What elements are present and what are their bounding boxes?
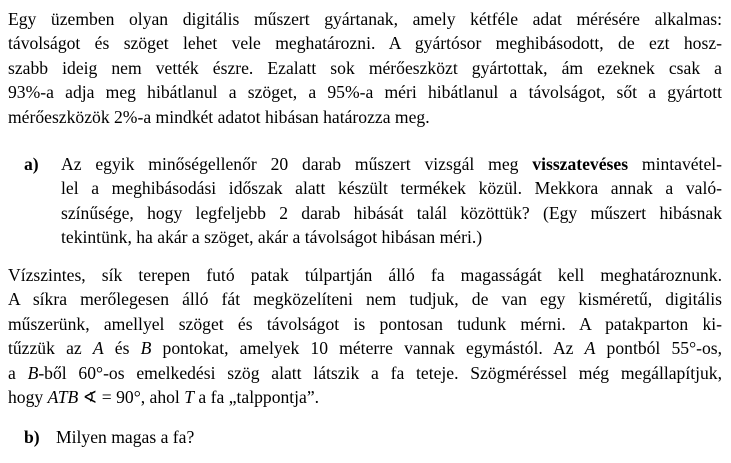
point-t: T — [184, 387, 195, 408]
angle-symbol: ∢ — [78, 387, 102, 408]
text-run: és — [103, 338, 141, 359]
text-run: hogy — [8, 387, 48, 408]
tree-line — [8, 361, 722, 385]
intro-line: szabb ideig nem vették észre. Ezalatt sok mérőeszközt gyártottak, ám ezeknek csak a — [8, 57, 722, 78]
question-b — [24, 425, 194, 449]
intro-line: mérőeszközök 2%-a mindkét adatot hibásan határozza meg. — [8, 106, 430, 127]
question-a-line: lel a meghibásodási időszak alatt készült termékek közül. Mekkora annak a való- — [61, 178, 722, 199]
emphasis-visszateveses: visszatevéses — [532, 154, 629, 174]
question-a-label: a) — [24, 154, 39, 174]
question-a-line — [61, 152, 722, 176]
tree-problem-paragraph — [8, 263, 722, 409]
text-run: pontokat, amelyek 10 méterre vannak egymástól. Az — [151, 338, 585, 359]
question-b-text: Milyen magas a fa? — [56, 427, 195, 447]
text-run: -ből 60°-os emelkedési szög alatt látszik a fa teteje. Szögméréssel még megállapítjuk, — [38, 362, 722, 383]
text-run: pontból 55°-os, — [595, 338, 723, 359]
intro-paragraph — [8, 7, 722, 129]
question-b-label: b) — [24, 427, 40, 447]
tree-line: műszerünk, amellyel szöget és távolságot is pontosan tudunk mérni. A patakparton ki- — [8, 313, 722, 334]
intro-line: Egy üzemben olyan digitális műszert gyártanak, amely kétféle adat mérésére alkalmas: — [8, 9, 722, 29]
tree-line — [8, 385, 722, 409]
question-a-line: színűsége, hogy legfeljebb 2 darab hibását talál közöttük? (Egy műszert hibásnak — [61, 202, 722, 223]
question-a-line: tekintünk, ha akár a szöget, akár a távolságot hibásan méri.) — [61, 227, 483, 248]
text-run: mintavétel- — [628, 154, 723, 174]
question-a-text — [61, 152, 722, 250]
intro-line: 93%-a adja meg hibátlanul a szöget, a 95%-a méri hibátlanul a távolságot, sőt a gyártott — [8, 82, 722, 103]
point-b: B — [27, 362, 39, 383]
text-run: Az egyik minőségellenőr 20 darab műszert vizsgál meg — [61, 154, 533, 174]
angle-value: = 90° — [101, 387, 141, 408]
tree-line — [8, 336, 722, 360]
text-run: , ahol — [140, 387, 185, 408]
text-run: tűzzük az — [8, 338, 93, 359]
text-run: a — [8, 362, 28, 383]
point-a: A — [584, 338, 596, 359]
intro-line: távolságot és szöget lehet vele meghatározni. A gyártósor meghibásodott, de ezt hosz- — [8, 33, 722, 54]
tree-line: Vízszintes, sík terepen futó patak túlpartján álló fa magasságát kell meghatároznunk. — [8, 265, 722, 285]
point-a: A — [92, 338, 104, 359]
text-run: a fa „talppontja”. — [194, 387, 320, 408]
point-b: B — [140, 338, 152, 359]
angle-name: ATB — [47, 387, 79, 408]
tree-line: A síkra merőlegesen álló fát megközelíteni nem tudjuk, de van egy kisméretű, digitális — [8, 289, 722, 310]
